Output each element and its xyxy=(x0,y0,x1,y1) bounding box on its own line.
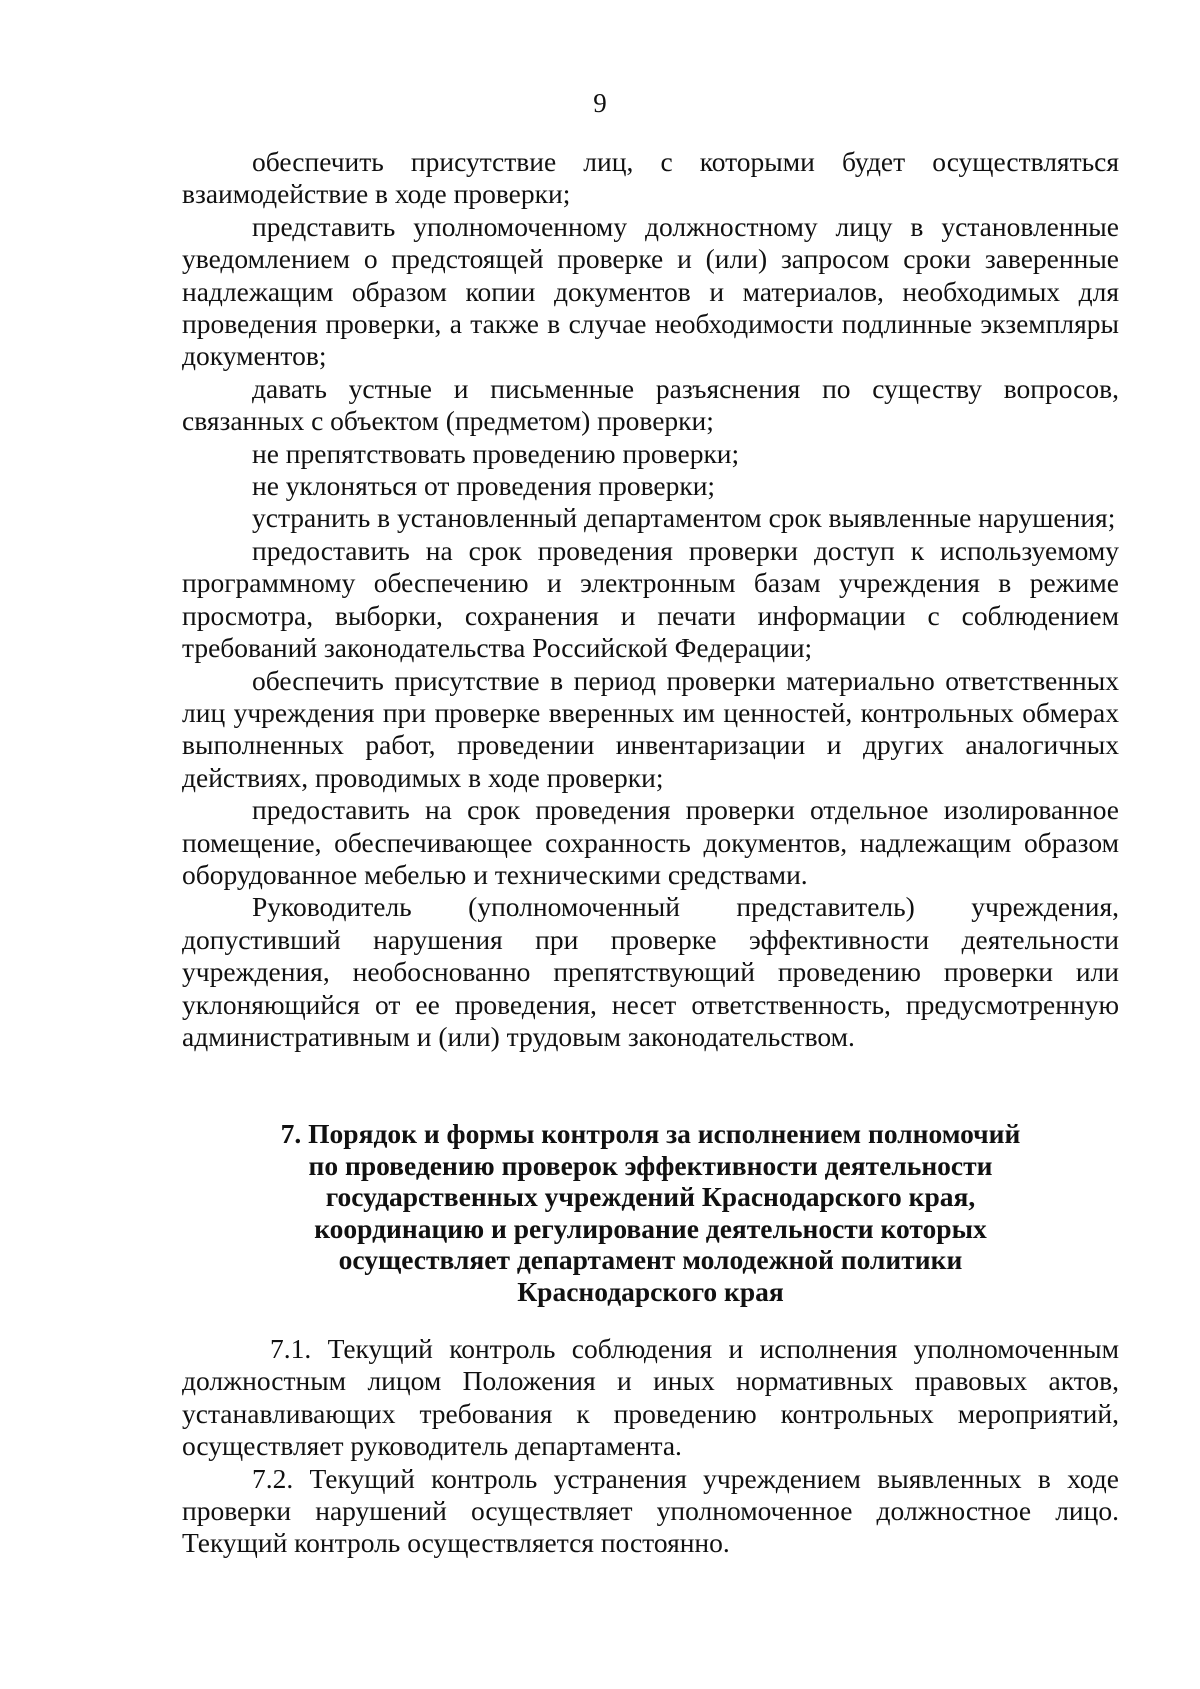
section-heading-line: государственных учреждений Краснодарского края, xyxy=(325,1181,976,1213)
obligations-list xyxy=(182,146,1119,1053)
paragraph: обеспечить присутствие в период проверки материально ответственных лиц учреждения при проверке вверенных им ценностей, контрольных обмерах выполненных работ, проведении инвентаризации и других аналогичных действиях, проводимых в ходе проверки; xyxy=(182,664,1119,793)
clause-7-1: 7.1. Текущий контроль соблюдения и исполнения уполномоченным должностным лицом Положения и иных нормативных правовых актов, устанавливающих требования к проведению контрольных мероприятий, осуществляет руководитель департамента. xyxy=(182,1333,1119,1462)
section-heading xyxy=(182,1118,1119,1308)
paragraph: устранить в установленный департаментом срок выявленные нарушения; xyxy=(252,502,1116,534)
section-body xyxy=(182,1333,1119,1560)
paragraph: предоставить на срок проведения проверки отдельное изолированное помещение, обеспечивающее сохранность документов, надлежащим образом оборудованное мебелью и техническими средствами. xyxy=(182,794,1119,890)
section-heading-line: осуществляет департамент молодежной политики xyxy=(338,1244,963,1276)
section-heading-line: по проведению проверок эффективности деятельности xyxy=(308,1149,993,1181)
section-heading-line: координацию и регулирование деятельности которых xyxy=(314,1212,987,1244)
paragraph: не уклоняться от проведения проверки; xyxy=(252,470,716,502)
responsibility-paragraph: Руководитель (уполномоченный представитель) учреждения, допустивший нарушения при проверке эффективности деятельности учреждения, необоснованно препятствующий проведению проверки или уклоняющийся от ее проведения, несет ответственность, предусмотренную административным и (или) трудовым законодательством. xyxy=(182,891,1119,1052)
paragraph: предоставить на срок проведения проверки доступ к используемому программному обеспечению и электронным базам учреждения в режиме просмотра, выборки, сохранения и печати информации с соблюдением требований законодательства Российской Федерации; xyxy=(182,534,1119,664)
section-heading-line: 7. Порядок и формы контроля за исполнением полномочий xyxy=(280,1118,1021,1149)
section-heading-line: Краснодарского края xyxy=(517,1275,784,1307)
paragraph: представить уполномоченному должностному лицу в установленные уведомлением о предстоящей проверке и (или) запросом сроки заверенные надлежащим образом копии документов и материалов, необходимых для проведения проверки, а также в случае необходимости подлинные экземпляры документов; xyxy=(182,210,1119,372)
page-number: 9 xyxy=(593,88,607,118)
clause-7-2: 7.2. Текущий контроль устранения учреждением выявленных в ходе проверки нарушений осуществляет уполномоченное должностное лицо. Текущий контроль осуществляется постоянно. xyxy=(182,1462,1119,1559)
paragraph: не препятствовать проведению проверки; xyxy=(252,437,740,469)
paragraph: давать устные и письменные разъяснения по существу вопросов, связанных с объектом (предметом) проверки; xyxy=(182,372,1119,437)
paragraph: обеспечить присутствие лиц, с которыми будет осуществляться взаимодействие в ходе проверки; xyxy=(182,146,1119,210)
